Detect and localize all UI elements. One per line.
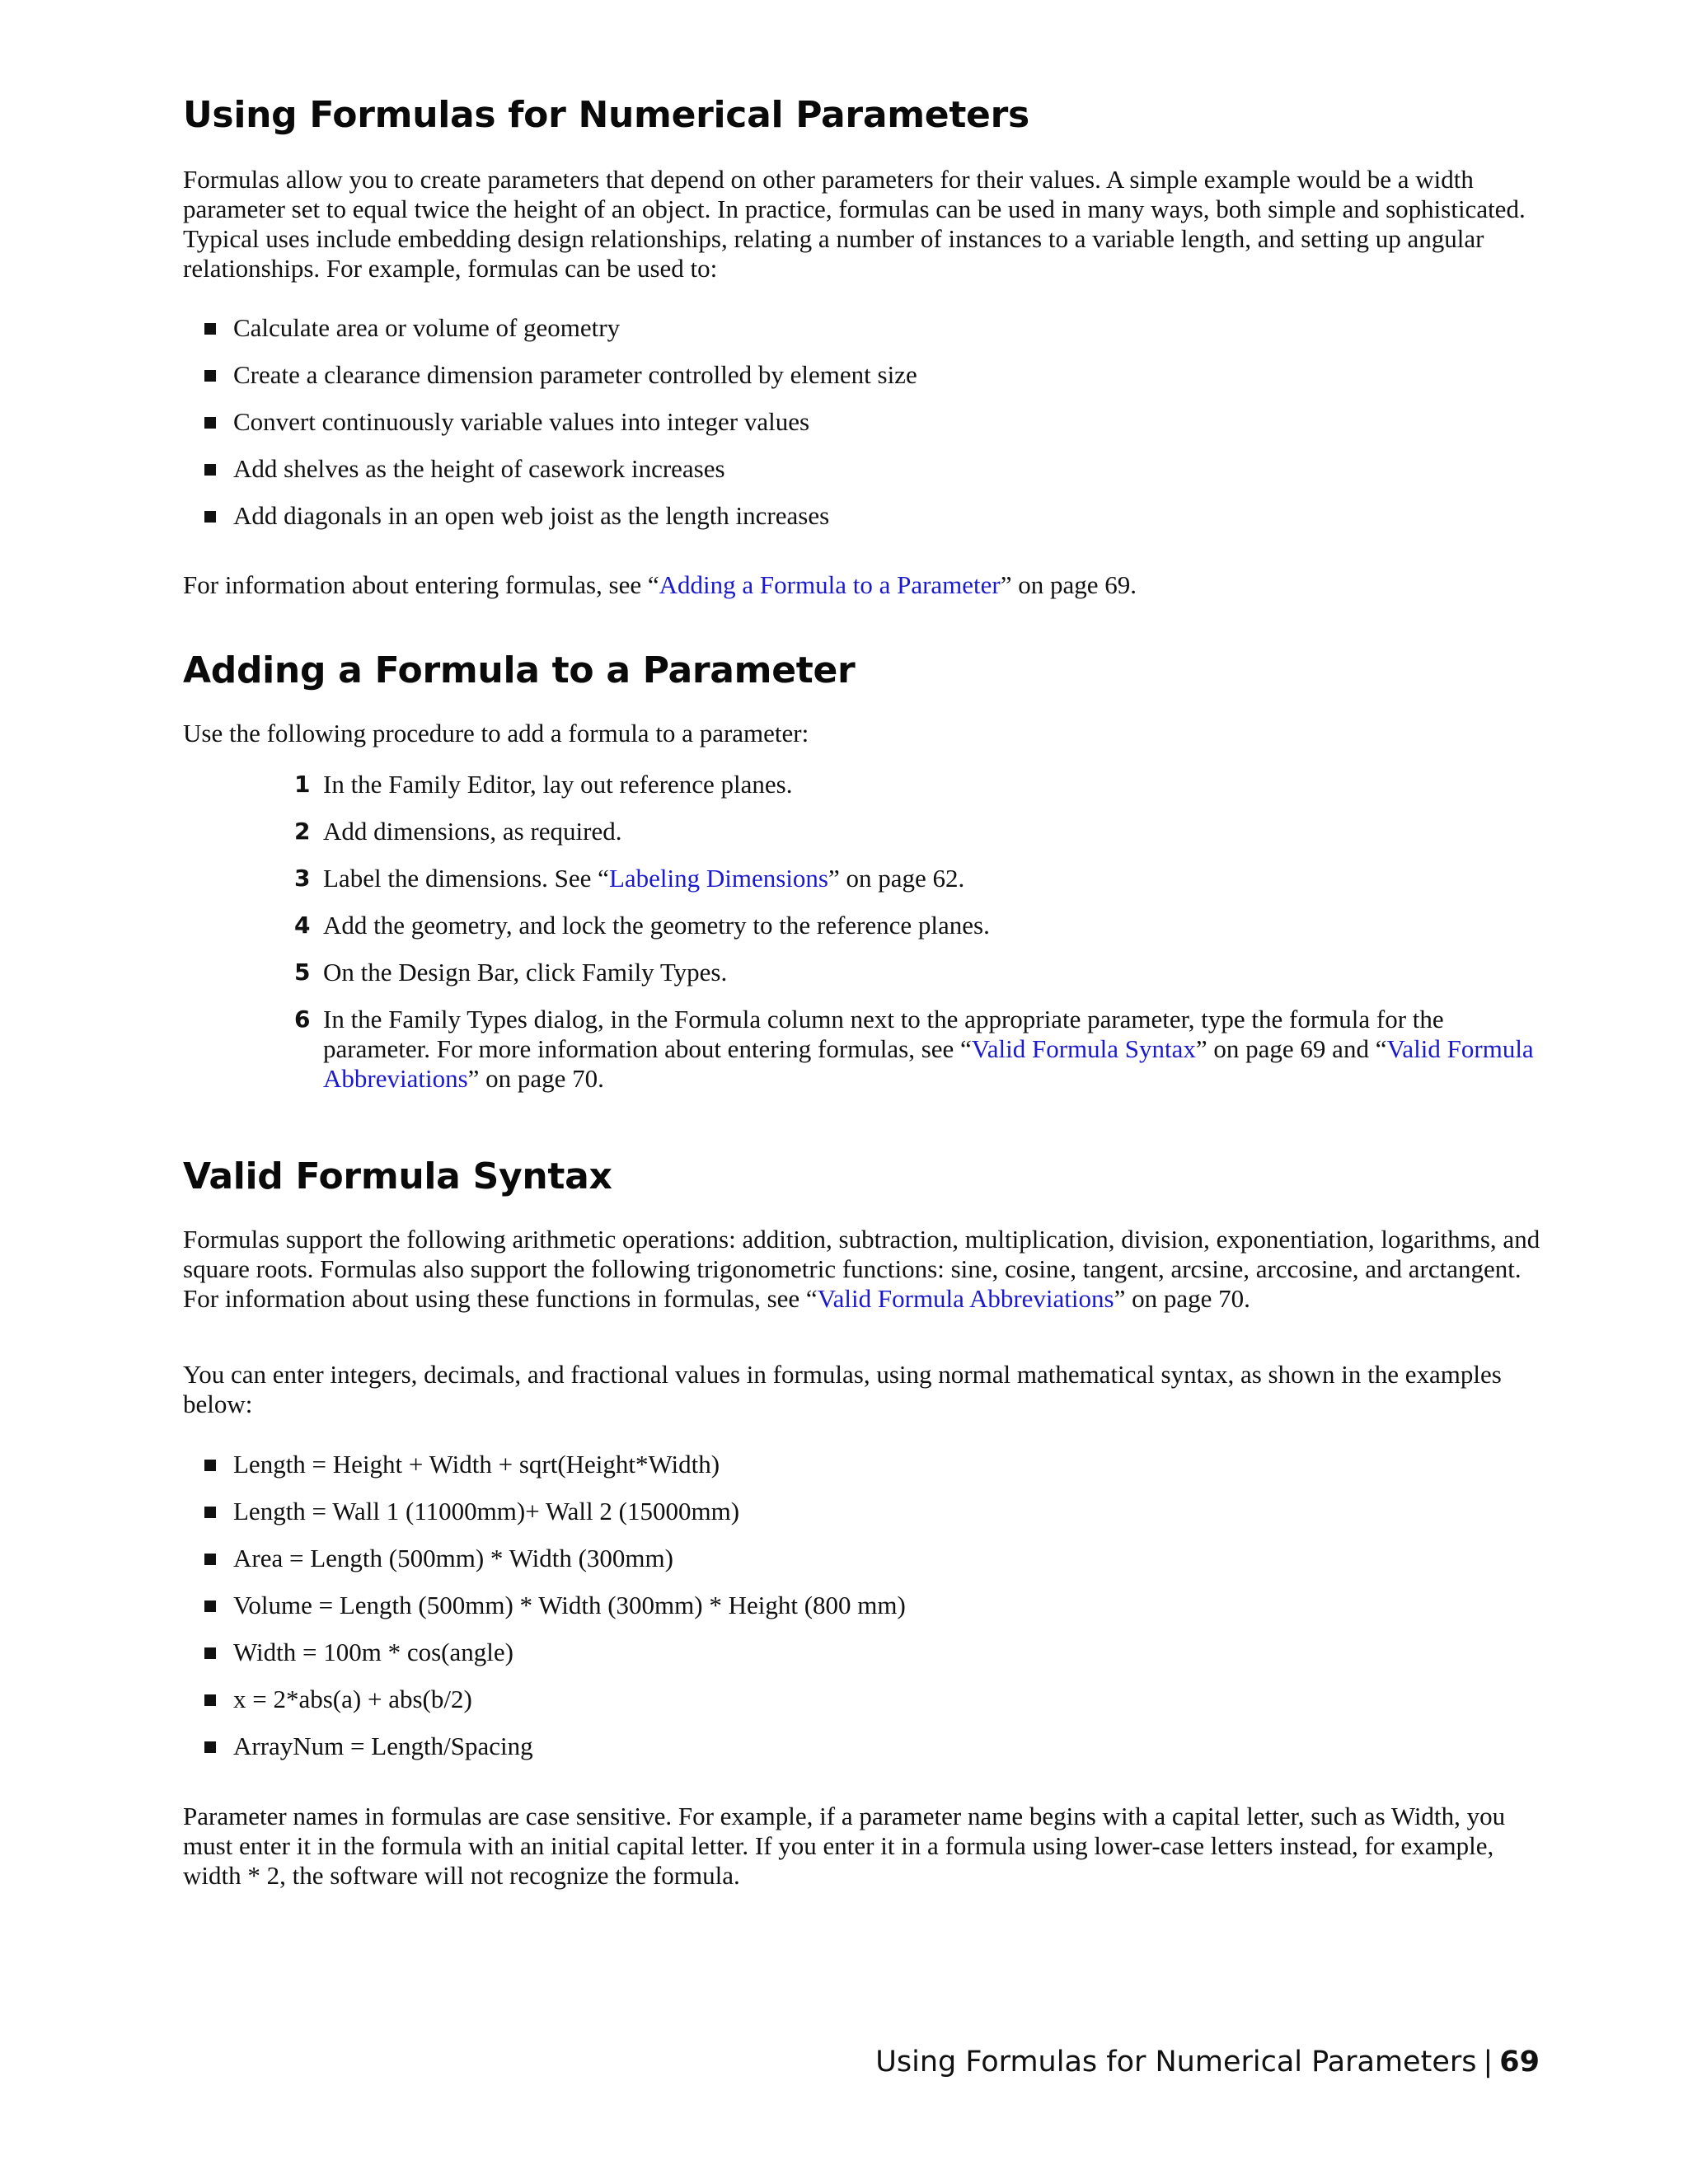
section-heading-using-formulas: Using Formulas for Numerical Parameters: [183, 94, 1029, 136]
step-item: 4 Add the geometry, and lock the geometry to the reference planes.: [294, 911, 990, 940]
step-item: 2 Add dimensions, as required.: [294, 817, 622, 846]
link-valid-formula-abbreviations-2[interactable]: Valid Formula Abbreviations: [817, 1284, 1114, 1313]
list-item: Width = 100m * cos(angle): [183, 1638, 1543, 1667]
syntax-paragraph-1: Formulas support the following arithmetic operations: addition, subtraction, multiplication, division, exponentiation, logarithms, and square roots. Formulas also support the following trigonometric functions: sine, cosine, tangent, arcsine, arccosine, and arctangent. For information about using these functions in formulas, see “Valid Formula Abbreviations” on page 70.: [183, 1225, 1540, 1313]
info-paragraph: For information about entering formulas, see “Adding a Formula to a Parameter” on page 69.: [183, 570, 1137, 599]
bullet-square-icon: [204, 464, 216, 476]
list-item: Create a clearance dimension parameter controlled by element size: [183, 360, 1543, 390]
link-valid-formula-abbreviations[interactable]: Valid Formula Abbreviations: [323, 1034, 1534, 1093]
footer-title: Using Formulas for Numerical Parameters: [875, 2046, 1477, 2079]
bullet-square-icon: [204, 511, 216, 523]
procedure-steps: [183, 770, 1543, 1094]
footer-separator: |: [1483, 2046, 1493, 2079]
bullet-square-icon: [204, 1741, 216, 1753]
link-valid-formula-syntax[interactable]: Valid Formula Syntax: [971, 1034, 1196, 1063]
bullet-square-icon: [204, 1554, 216, 1565]
list-item: Calculate area or volume of geometry: [183, 313, 1543, 343]
step-item: 3 Label the dimensions. See “Labeling Dimensions” on page 62.: [294, 864, 965, 893]
list-item: Convert continuously variable values into integer values: [183, 407, 1543, 437]
section-heading-adding-formula: Adding a Formula to a Parameter: [183, 649, 856, 691]
bullet-square-icon: [204, 1601, 216, 1612]
bullet-square-icon: [204, 1507, 216, 1518]
list-item: Length = Wall 1 (11000mm)+ Wall 2 (15000mm): [183, 1497, 1543, 1526]
procedure-intro: Use the following procedure to add a formula to a parameter:: [183, 719, 809, 748]
bullet-square-icon: [204, 370, 216, 382]
formula-examples-list: [183, 1450, 1543, 1761]
page-footer: [875, 2046, 1540, 2079]
step-item: 1 In the Family Editor, lay out reference planes.: [294, 770, 793, 799]
list-item: Length = Height + Width + sqrt(Height*Width): [183, 1450, 1543, 1479]
list-item: Volume = Length (500mm) * Width (300mm) * Height (800 mm): [183, 1591, 1543, 1620]
uses-list: [183, 313, 1543, 531]
list-item: x = 2*abs(a) + abs(b/2): [183, 1685, 1543, 1714]
step-item: 5 On the Design Bar, click Family Types.: [294, 958, 728, 987]
link-adding-formula[interactable]: Adding a Formula to a Parameter: [659, 570, 1001, 599]
list-item: Add diagonals in an open web joist as the length increases: [183, 501, 1543, 531]
bullet-square-icon: [204, 417, 216, 429]
link-labeling-dimensions[interactable]: Labeling Dimensions: [608, 864, 828, 893]
section-heading-valid-syntax: Valid Formula Syntax: [183, 1155, 612, 1197]
page-number: 69: [1499, 2046, 1540, 2079]
list-item: Area = Length (500mm) * Width (300mm): [183, 1544, 1543, 1573]
list-item: Add shelves as the height of casework increases: [183, 454, 1543, 484]
bullet-square-icon: [204, 1694, 216, 1706]
step-item: 6 In the Family Types dialog, in the Formula column next to the appropriate parameter, type the formula for the parameter. For more information about entering formulas, see “Valid Formula Syntax” on page 69 and “Valid Formula Abbreviations” on page 70.: [294, 1005, 1534, 1093]
list-item: ArrayNum = Length/Spacing: [183, 1732, 1543, 1761]
syntax-paragraph-2: You can enter integers, decimals, and fractional values in formulas, using normal mathematical syntax, as shown in the examples below:: [183, 1360, 1502, 1418]
bullet-square-icon: [204, 323, 216, 335]
bullet-square-icon: [204, 1647, 216, 1659]
case-sensitivity-paragraph: Parameter names in formulas are case sensitive. For example, if a parameter name begins with a capital letter, such as Width, you must enter it in the formula with an initial capital letter. If you enter it in a formula using lower-case letters instead, for example, width * 2, the software will not recognize the formula.: [183, 1802, 1506, 1890]
intro-paragraph: Formulas allow you to create parameters that depend on other parameters for their values. A simple example would be a width parameter set to equal twice the height of an object. In practice, formulas can be used in many ways, both simple and sophisticated. Typical uses include embedding design relationships, relating a number of instances to a variable length, and setting up angular relationships. For example, formulas can be used to:: [183, 165, 1526, 283]
bullet-square-icon: [204, 1460, 216, 1471]
